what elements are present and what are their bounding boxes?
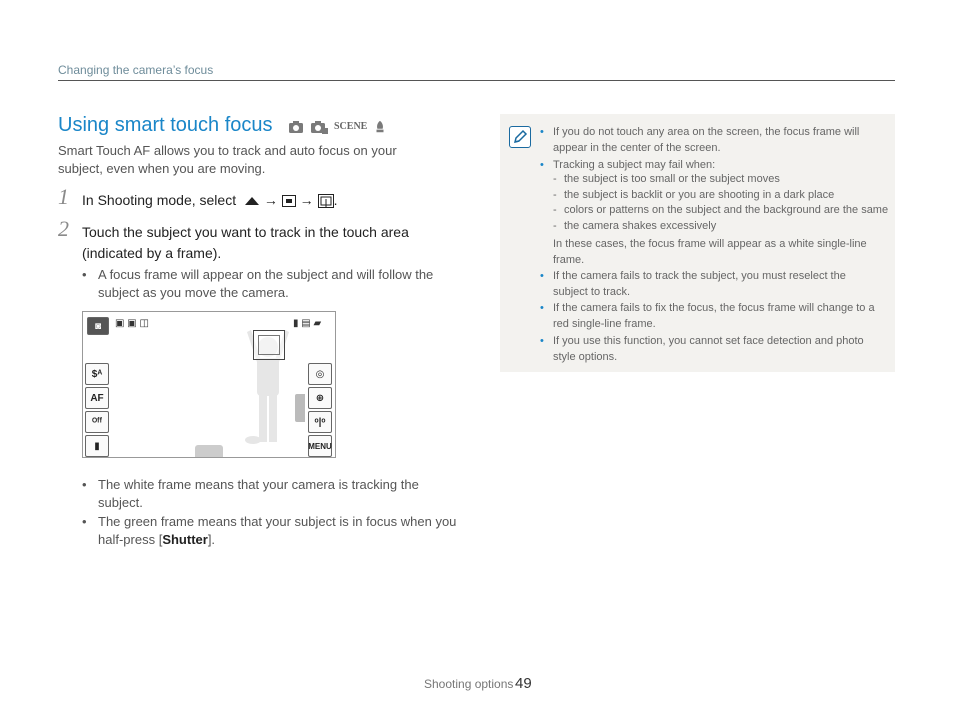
note-text: If the camera fails to fix the focus, the focus frame will change to a red single-line frame.	[553, 302, 875, 330]
bullet-dot: •	[82, 477, 87, 492]
dash-glyph: -	[553, 204, 557, 216]
touch-af-icon	[318, 194, 334, 208]
flash-button: $ᴬ	[85, 363, 109, 385]
side-tab	[295, 394, 305, 422]
page-title: Using smart touch focus	[58, 114, 273, 136]
dash-glyph: -	[553, 173, 557, 185]
dual-is-icon	[373, 120, 387, 134]
bullet-text: The white frame means that your camera is tracking the subject.	[98, 477, 419, 510]
page-number: 49	[515, 675, 532, 692]
bullet-text-part: The green frame means that your subject is in focus when you half-press [	[98, 514, 457, 547]
intro-text: Smart Touch AF allows you to track and auto focus on your subject, even when you are moving.	[58, 143, 397, 176]
header-rule	[58, 80, 895, 81]
bullet-dot: •	[540, 126, 544, 138]
note-text: If you do not touch any area on the screen, the focus frame will appear in the center of the screen.	[553, 126, 860, 154]
smart-auto-mode-icon: ◙	[87, 317, 109, 335]
bullet-dot: •	[82, 267, 87, 282]
bullet-text-part: ].	[207, 532, 216, 547]
note-sub-text: the subject is too small or the subject moves	[564, 173, 780, 185]
bullet-dot: •	[540, 159, 544, 171]
note-sub-text: colors or patterns on the subject and the background are the same	[564, 204, 889, 216]
mode-icons	[288, 119, 387, 135]
timer-button: ᴼᶠᶠ	[85, 411, 109, 433]
dash-glyph: -	[553, 220, 557, 232]
note-sub-text: the camera shakes excessively	[564, 220, 717, 232]
up-arrow-icon	[244, 196, 260, 206]
right-button-3: ᵒ|ᵒ	[308, 411, 332, 433]
mode-box-icon	[282, 195, 296, 207]
display-button: ▮	[85, 435, 109, 457]
smart-auto-icon	[310, 120, 328, 134]
note-cases: In these cases, the focus frame will appear as a white single-line frame.	[553, 238, 867, 266]
note-text: Tracking a subject may fail when:	[553, 159, 716, 171]
step-text: Touch the subject you want to track in the touch area (indicated by a frame).	[82, 224, 409, 261]
step-text: In Shooting mode, select → → .	[82, 192, 338, 208]
bullet-dot: •	[540, 335, 544, 347]
shutter-keyword: Shutter	[162, 532, 208, 547]
status-icons-left: ▣ ▣ ◫	[115, 318, 149, 329]
arrow-glyph: →	[299, 192, 314, 208]
note-text: If the camera fails to track the subject, you must reselect the subject to track.	[553, 270, 846, 298]
bullet-dot: •	[540, 302, 544, 314]
camera-screen-illustration	[82, 311, 336, 458]
step-1-text: In Shooting mode, select	[82, 192, 237, 208]
bottom-tab	[195, 445, 223, 457]
bullet-dot: •	[540, 270, 544, 282]
camera-icon	[288, 120, 304, 134]
bullet-text: A focus frame will appear on the subject and will follow the subject as you move the camera.	[98, 267, 434, 300]
step-number: 1	[58, 184, 69, 209]
menu-button: MENU	[308, 435, 332, 457]
note-text: If you use this function, you cannot set face detection and photo style options.	[553, 335, 864, 363]
note-sub-text: the subject is backlit or you are shooting in a dark place	[564, 189, 835, 201]
right-button-2: ⊕	[308, 387, 332, 409]
arrow-glyph: →	[263, 192, 278, 208]
note-pencil-icon	[509, 126, 531, 148]
right-button-1: ◎	[308, 363, 332, 385]
scene-icon: SCENE	[334, 121, 368, 132]
battery-icon: ▮ ▤ ▰	[293, 318, 322, 329]
bullet-text	[98, 513, 458, 549]
step-number: 2	[58, 216, 69, 241]
focus-frame	[253, 330, 285, 360]
dash-glyph: -	[553, 189, 557, 201]
section-header: Changing the camera’s focus	[58, 63, 214, 77]
footer-section-label: Shooting options	[424, 677, 514, 691]
af-button: AF	[85, 387, 109, 409]
bullet-dot: •	[82, 514, 87, 529]
